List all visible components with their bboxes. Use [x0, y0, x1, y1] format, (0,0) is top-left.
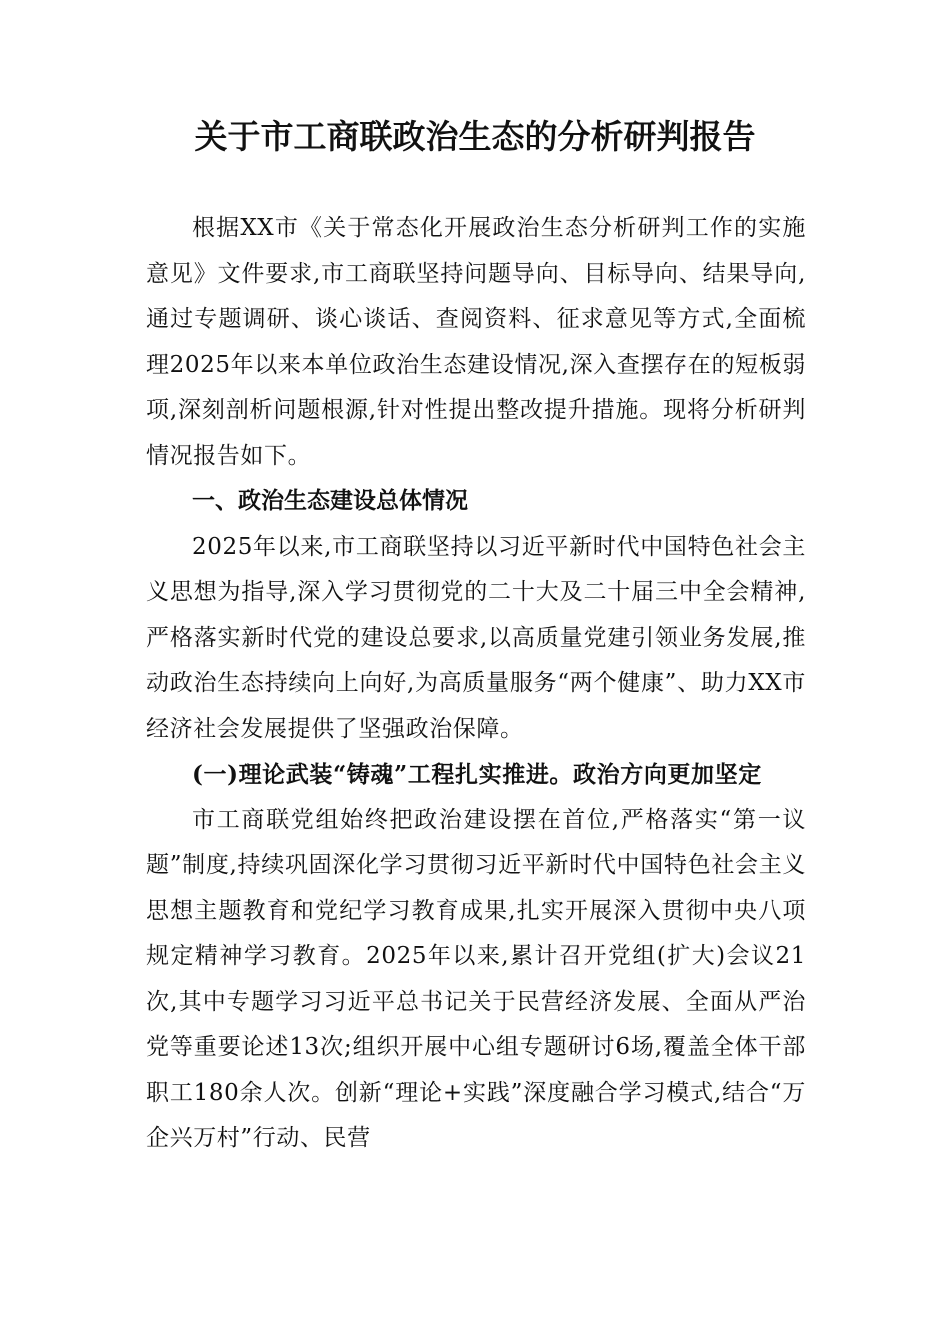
document-title: 关于市工商联政治生态的分析研判报告	[194, 117, 756, 156]
section-heading-1: 一、政治生态建设总体情况	[192, 488, 468, 514]
document-body	[146, 206, 806, 1162]
section-1-intro-paragraph: 2025年以来,市工商联坚持以习近平新时代中国特色社会主义思想为指导,深入学习贯彻党的二十大及二十届三中全会精神,严格落实新时代党的建设总要求,以高质量党建引领业务发展,推动政治生态持续向上向好,为高质量服务“两个健康”、助力XX市经济社会发展提供了坚强政治保障。	[146, 533, 806, 742]
intro-paragraph: 根据XX市《关于常态化开展政治生态分析研判工作的实施意见》文件要求,市工商联坚持问题导向、目标导向、结果导向,通过专题调研、谈心谈话、查阅资料、征求意见等方式,全面梳理2025年以来本单位政治生态建设情况,深入查摆存在的短板弱项,深刻剖析问题根源,针对性提出整改提升措施。现将分析研判情况报告如下。	[146, 215, 806, 469]
subsection-heading-1: (一)理论武装“铸魂”工程扎实推进。政治方向更加坚定	[192, 761, 762, 788]
subsection-1-body-paragraph: 市工商联党组始终把政治建设摆在首位,严格落实“第一议题”制度,持续巩固深化学习贯彻习近平新时代中国特色社会主义思想主题教育和党纪学习教育成果,扎实开展深入贯彻中央八项规定精神学习教育。2025年以来,累计召开党组(扩大)会议21次,其中专题学习习近平总书记关于民营经济发展、全面从严治党等重要论述13次;组织开展中心组专题研讨6场,覆盖全体干部职工180余人次。创新“理论+实践”深度融合学习模式,结合“万企兴万村”行动、民营	[146, 806, 806, 1151]
